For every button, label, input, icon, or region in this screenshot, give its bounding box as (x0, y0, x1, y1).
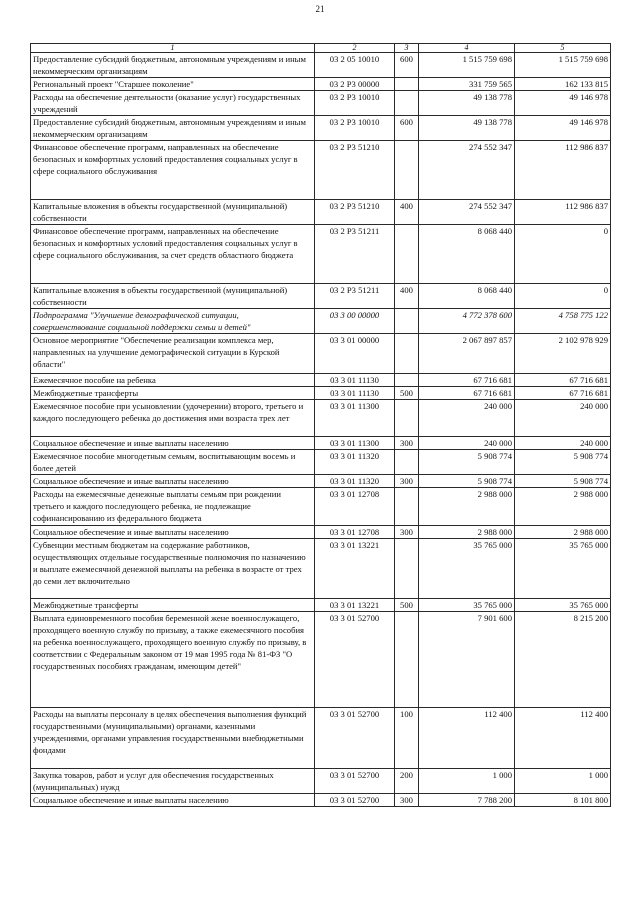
row-expense-type (395, 612, 419, 708)
row-expense-type: 300 (395, 526, 419, 539)
row-amount-col5: 8 101 800 (515, 794, 611, 807)
row-code: 03 3 01 13221 (315, 599, 395, 612)
row-amount-col4: 331 759 565 (419, 78, 515, 91)
table-row (31, 225, 611, 284)
table-row (31, 599, 611, 612)
table-row (31, 488, 611, 526)
row-expense-type (395, 91, 419, 116)
table-row (31, 612, 611, 708)
row-amount-col5: 112 986 837 (515, 141, 611, 200)
row-amount-col5: 0 (515, 284, 611, 309)
row-name: Расходы на обеспечение деятельности (оказание услуг) государственных учреждений (31, 91, 315, 116)
row-code: 03 3 01 12708 (315, 488, 395, 526)
row-amount-col4: 49 138 778 (419, 91, 515, 116)
row-amount-col5: 1 515 759 698 (515, 53, 611, 78)
row-code: 03 2 05 10010 (315, 53, 395, 78)
row-code: 03 2 P3 51211 (315, 225, 395, 284)
row-code: 03 2 P3 10010 (315, 91, 395, 116)
table-row (31, 91, 611, 116)
table-row (31, 53, 611, 78)
row-amount-col5: 67 716 681 (515, 387, 611, 400)
row-code: 03 2 P3 51210 (315, 200, 395, 225)
row-name: Закупка товаров, работ и услуг для обеспечения государственных (муниципальных) нужд (31, 769, 315, 794)
row-amount-col4: 274 552 347 (419, 141, 515, 200)
column-header: 5 (515, 44, 611, 53)
row-expense-type (395, 141, 419, 200)
row-amount-col5: 5 908 774 (515, 450, 611, 475)
row-amount-col4: 8 068 440 (419, 284, 515, 309)
row-code: 03 3 01 11130 (315, 374, 395, 387)
column-header: 2 (315, 44, 395, 53)
column-header: 1 (31, 44, 315, 53)
table-row (31, 116, 611, 141)
row-expense-type: 300 (395, 437, 419, 450)
row-amount-col4: 2 067 897 857 (419, 334, 515, 374)
table-row (31, 769, 611, 794)
row-expense-type: 400 (395, 284, 419, 309)
row-amount-col4: 7 901 600 (419, 612, 515, 708)
row-expense-type: 100 (395, 708, 419, 769)
table-row (31, 200, 611, 225)
row-name: Расходы на выплаты персоналу в целях обеспечения выполнения функций государственными (муниципальными) органами, казенными учреждениями, органами управления государственными внебюджетными фондами (31, 708, 315, 769)
row-expense-type: 300 (395, 475, 419, 488)
row-amount-col4: 240 000 (419, 437, 515, 450)
row-expense-type (395, 334, 419, 374)
row-amount-col4: 67 716 681 (419, 374, 515, 387)
row-amount-col4: 49 138 778 (419, 116, 515, 141)
row-expense-type (395, 488, 419, 526)
row-expense-type (395, 225, 419, 284)
row-amount-col5: 112 986 837 (515, 200, 611, 225)
table-row (31, 284, 611, 309)
row-code: 03 3 01 52700 (315, 708, 395, 769)
row-amount-col4: 240 000 (419, 400, 515, 437)
row-name: Ежемесячное пособие на ребенка (31, 374, 315, 387)
row-amount-col5: 240 000 (515, 400, 611, 437)
table-row (31, 387, 611, 400)
table-row (31, 475, 611, 488)
row-expense-type: 600 (395, 53, 419, 78)
row-expense-type (395, 374, 419, 387)
row-amount-col4: 4 772 378 600 (419, 309, 515, 334)
row-amount-col5: 1 000 (515, 769, 611, 794)
row-amount-col4: 112 400 (419, 708, 515, 769)
row-name: Финансовое обеспечение программ, направленных на обеспечение безопасных и комфортных условий предоставления социальных услуг в сфере социального обслуживания, за счет средств областного бюджета (31, 225, 315, 284)
table-row (31, 309, 611, 334)
table-row (31, 526, 611, 539)
row-code: 03 3 01 12708 (315, 526, 395, 539)
column-header: 4 (419, 44, 515, 53)
row-code: 03 3 01 11320 (315, 475, 395, 488)
row-expense-type (395, 400, 419, 437)
row-code: 03 3 01 11300 (315, 400, 395, 437)
row-expense-type: 300 (395, 794, 419, 807)
row-code: 03 3 01 00000 (315, 334, 395, 374)
row-name: Ежемесячное пособие многодетным семьям, воспитывающим восемь и более детей (31, 450, 315, 475)
row-amount-col4: 1 000 (419, 769, 515, 794)
table-row (31, 794, 611, 807)
row-expense-type (395, 539, 419, 599)
row-name: Социальное обеспечение и иные выплаты населению (31, 526, 315, 539)
table-row (31, 141, 611, 200)
row-name: Субвенции местным бюджетам на содержание работников, осуществляющих отдельные государственные полномочия по назначению и выплате ежемесячной денежной выплаты на ребенка в возрасте от трех до семи лет включительно (31, 539, 315, 599)
row-expense-type: 500 (395, 387, 419, 400)
table-row (31, 708, 611, 769)
row-name: Социальное обеспечение и иные выплаты населению (31, 794, 315, 807)
row-expense-type: 600 (395, 116, 419, 141)
row-amount-col5: 4 758 775 122 (515, 309, 611, 334)
row-amount-col4: 2 988 000 (419, 488, 515, 526)
table-row (31, 374, 611, 387)
row-amount-col4: 274 552 347 (419, 200, 515, 225)
row-expense-type (395, 78, 419, 91)
row-expense-type (395, 450, 419, 475)
row-amount-col4: 1 515 759 698 (419, 53, 515, 78)
budget-table (30, 43, 611, 807)
table-row (31, 450, 611, 475)
row-name: Выплата единовременного пособия беременной жене военнослужащего, проходящего военную службу по призыву, а также ежемесячного пособия на ребенка военнослужащего, проходящего военную службу по призыву, в соответствии с Федеральным законом от 19 мая 1995 года № 81-ФЗ "О государственных пособиях гражданам, имеющим детей" (31, 612, 315, 708)
row-amount-col5: 49 146 978 (515, 91, 611, 116)
row-amount-col5: 35 765 000 (515, 539, 611, 599)
row-name: Межбюджетные трансферты (31, 387, 315, 400)
row-name: Подпрограмма "Улучшение демографической ситуации, совершенствование социальной поддержки семьи и детей" (31, 309, 315, 334)
table-row (31, 334, 611, 374)
row-amount-col4: 5 908 774 (419, 450, 515, 475)
row-name: Основное мероприятие "Обеспечение реализации комплекса мер, направленных на улучшение демографической ситуации в Курской области" (31, 334, 315, 374)
row-amount-col5: 2 988 000 (515, 526, 611, 539)
row-amount-col5: 112 400 (515, 708, 611, 769)
row-name: Региональный проект "Старшее поколение" (31, 78, 315, 91)
row-amount-col4: 2 988 000 (419, 526, 515, 539)
row-amount-col5: 35 765 000 (515, 599, 611, 612)
table-header-row (31, 44, 611, 53)
row-amount-col5: 8 215 200 (515, 612, 611, 708)
row-name: Межбюджетные трансферты (31, 599, 315, 612)
row-amount-col5: 2 102 978 929 (515, 334, 611, 374)
row-expense-type: 500 (395, 599, 419, 612)
row-amount-col4: 35 765 000 (419, 539, 515, 599)
row-amount-col5: 0 (515, 225, 611, 284)
row-amount-col4: 7 788 200 (419, 794, 515, 807)
row-amount-col5: 2 988 000 (515, 488, 611, 526)
row-amount-col4: 35 765 000 (419, 599, 515, 612)
row-name: Предоставление субсидий бюджетным, автономным учреждениям и иным некоммерческим организациям (31, 53, 315, 78)
row-code: 03 2 P3 10010 (315, 116, 395, 141)
table-row (31, 539, 611, 599)
row-code: 03 3 01 52700 (315, 794, 395, 807)
row-name: Социальное обеспечение и иные выплаты населению (31, 437, 315, 450)
page-number: 21 (315, 4, 325, 14)
table-row (31, 78, 611, 91)
row-code: 03 3 01 13221 (315, 539, 395, 599)
row-amount-col5: 5 908 774 (515, 475, 611, 488)
row-expense-type (395, 309, 419, 334)
row-code: 03 3 01 11130 (315, 387, 395, 400)
row-name: Предоставление субсидий бюджетным, автономным учреждениям и иным некоммерческим организациям (31, 116, 315, 141)
row-amount-col4: 8 068 440 (419, 225, 515, 284)
table-row (31, 437, 611, 450)
row-code: 03 3 00 00000 (315, 309, 395, 334)
row-code: 03 3 01 52700 (315, 612, 395, 708)
row-amount-col5: 162 133 815 (515, 78, 611, 91)
row-amount-col4: 67 716 681 (419, 387, 515, 400)
row-name: Финансовое обеспечение программ, направленных на обеспечение безопасных и комфортных условий предоставления социальных услуг в сфере социального обслуживания (31, 141, 315, 200)
row-code: 03 3 01 11300 (315, 437, 395, 450)
row-expense-type: 400 (395, 200, 419, 225)
row-amount-col5: 67 716 681 (515, 374, 611, 387)
row-code: 03 2 P3 51210 (315, 141, 395, 200)
row-code: 03 3 01 11320 (315, 450, 395, 475)
row-code: 03 2 P3 00000 (315, 78, 395, 91)
row-amount-col5: 49 146 978 (515, 116, 611, 141)
column-header: 3 (395, 44, 419, 53)
row-name: Социальное обеспечение и иные выплаты населению (31, 475, 315, 488)
row-amount-col5: 240 000 (515, 437, 611, 450)
row-expense-type: 200 (395, 769, 419, 794)
table-row (31, 400, 611, 437)
row-name: Ежемесячное пособие при усыновлении (удочерении) второго, третьего и каждого последующего ребенка до достижения ими возраста трех лет (31, 400, 315, 437)
row-name: Расходы на ежемесячные денежные выплаты семьям при рождении третьего и каждого последующего ребенка, не подлежащие софинансированию из федерального бюджета (31, 488, 315, 526)
row-code: 03 3 01 52700 (315, 769, 395, 794)
row-amount-col4: 5 908 774 (419, 475, 515, 488)
row-name: Капитальные вложения в объекты государственной (муниципальной) собственности (31, 200, 315, 225)
row-code: 03 2 P3 51211 (315, 284, 395, 309)
row-name: Капитальные вложения в объекты государственной (муниципальной) собственности (31, 284, 315, 309)
